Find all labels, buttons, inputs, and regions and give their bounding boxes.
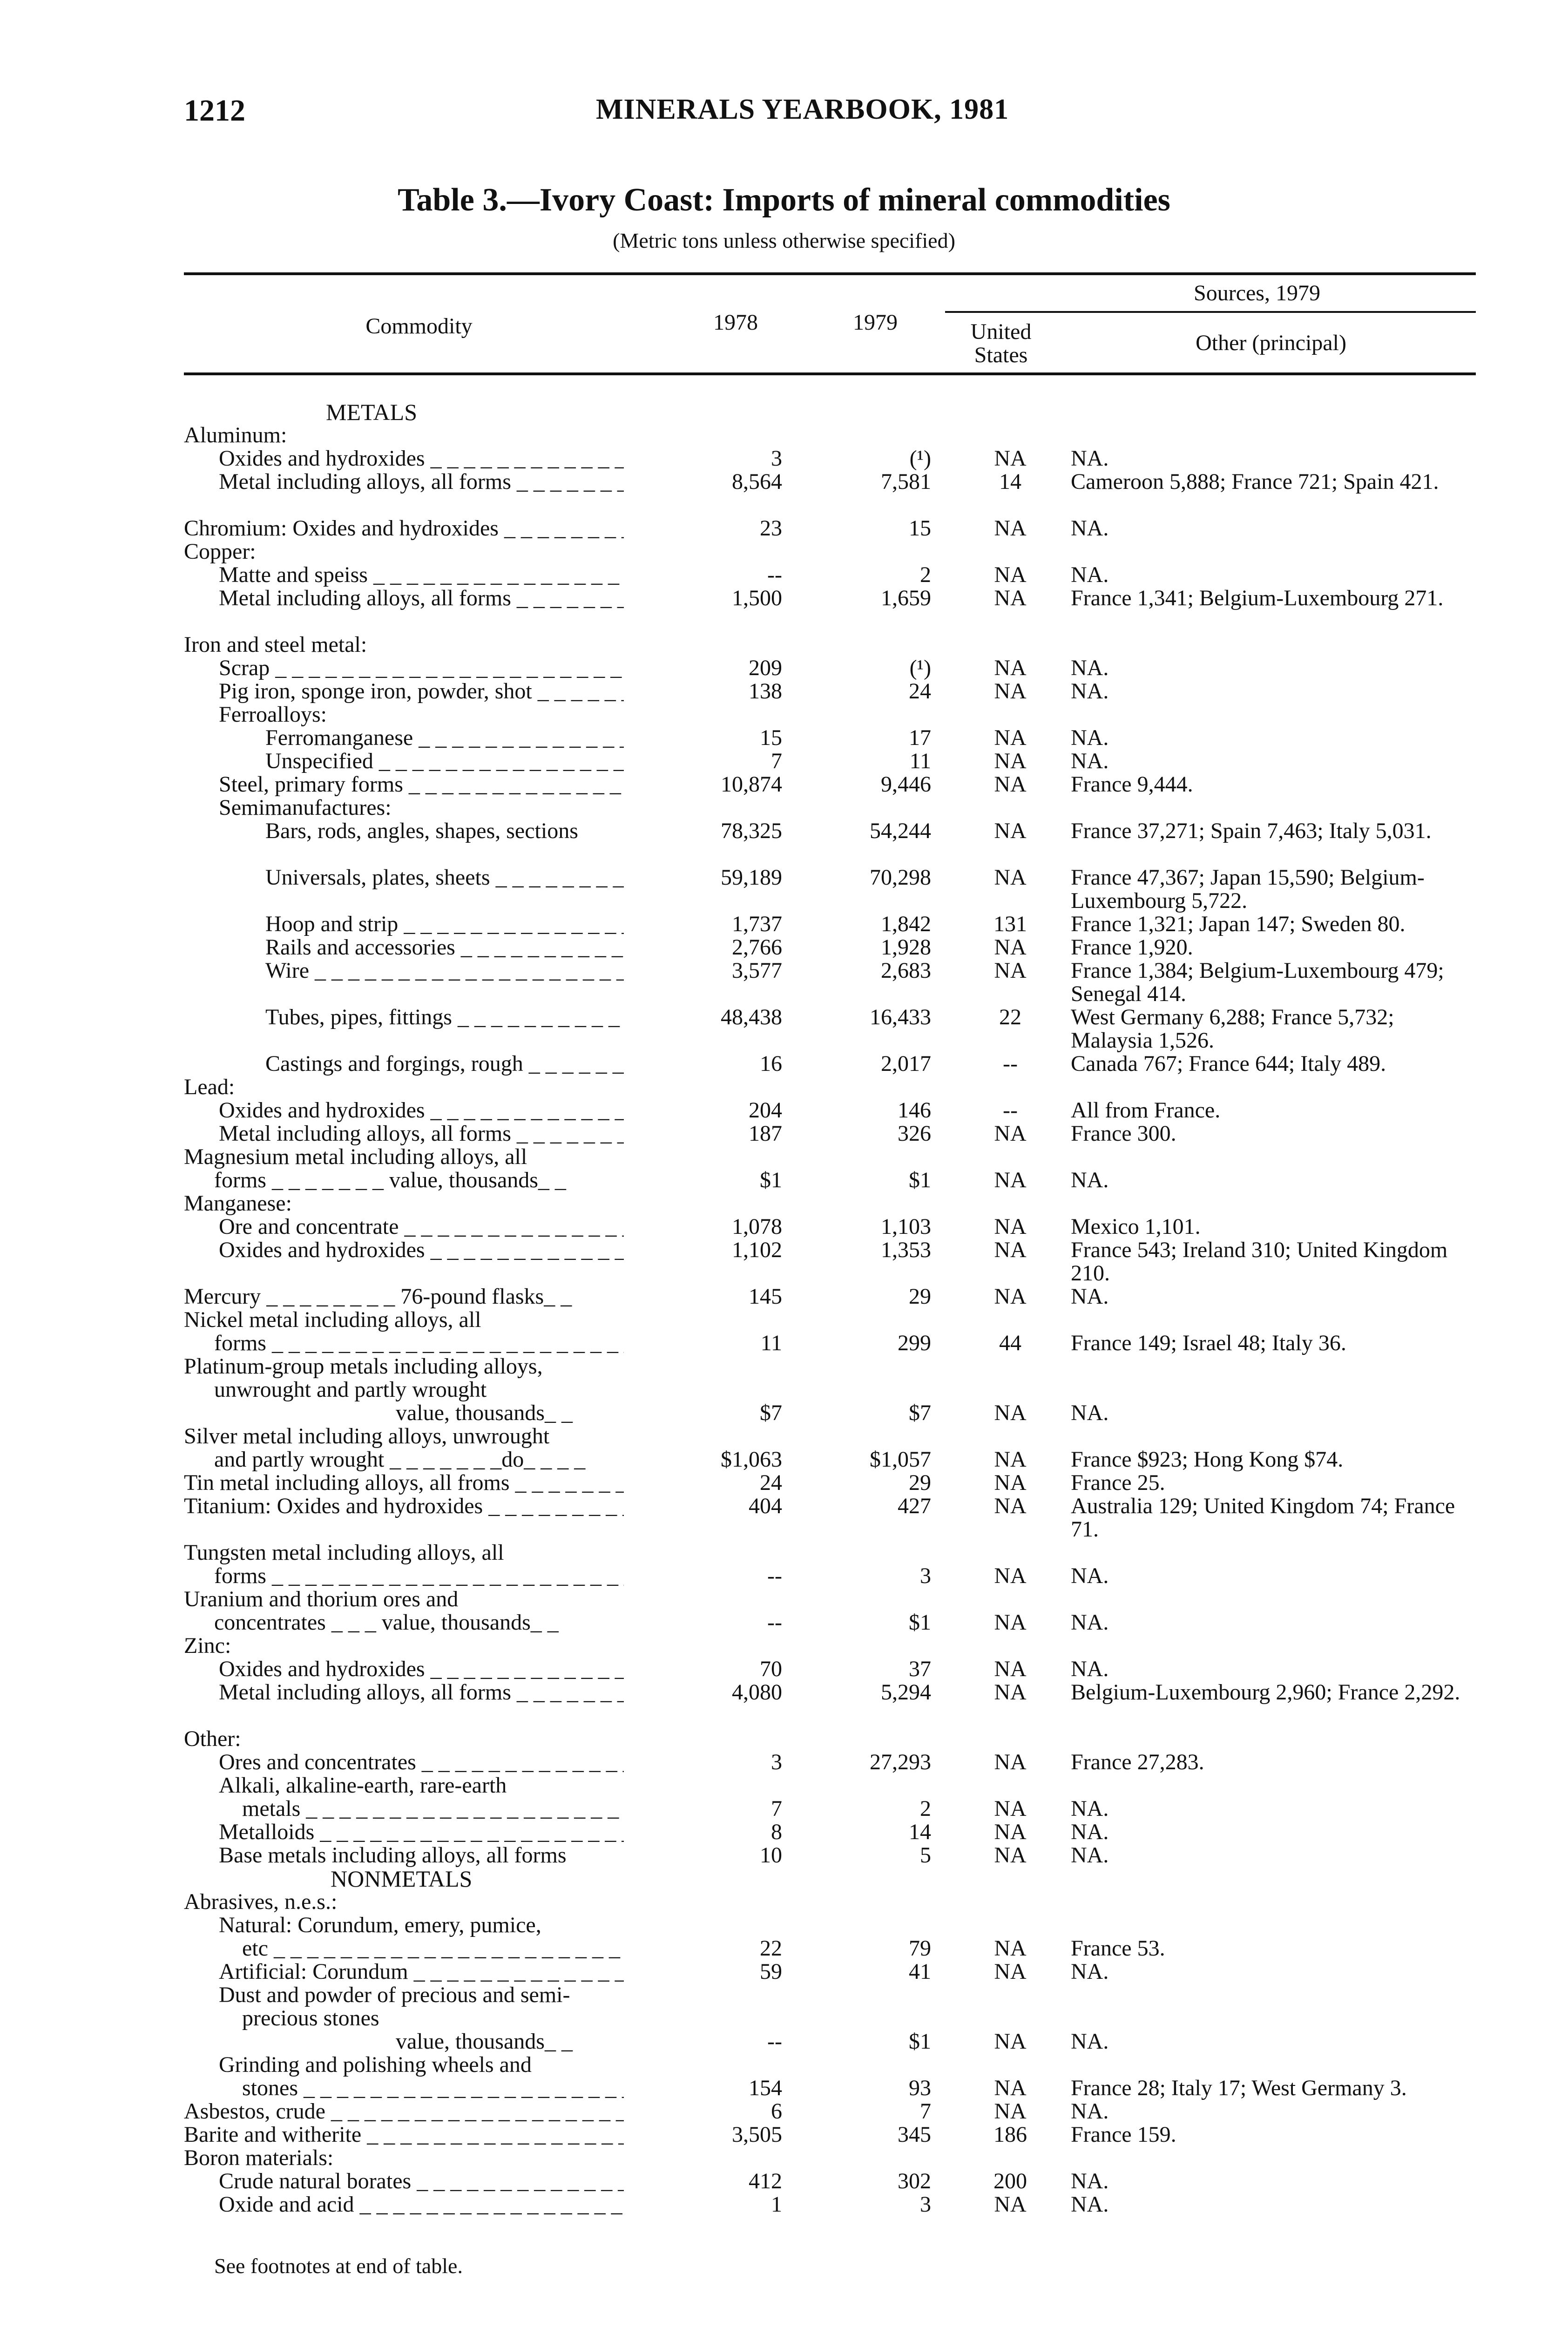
commodity-name: forms _ _ _ _ _ _ _ value, thousands_ _ [214, 1168, 566, 1192]
commodity-name: Bars, rods, angles, shapes, sections [265, 819, 578, 843]
value-1978: 23 [760, 516, 782, 541]
value-united-states: 14 [999, 469, 1021, 494]
value-1979: $1 [909, 1610, 931, 1635]
value-1978: 15 [760, 725, 782, 750]
value-1978: 16 [760, 1051, 782, 1076]
value-other-sources: NA. [1071, 656, 1109, 680]
value-other-sources: NA. [1071, 1401, 1109, 1425]
value-united-states: NA [994, 1610, 1027, 1635]
value-1978: 1,737 [732, 912, 782, 936]
value-united-states: NA [994, 1121, 1027, 1146]
value-1979: 5 [920, 1843, 931, 1868]
commodity-name: Tungsten metal including alloys, all [184, 1540, 504, 1565]
value-1978: 3 [771, 1750, 782, 1774]
value-united-states: NA [994, 679, 1027, 704]
section-heading: METALS [326, 399, 417, 425]
value-other-sources: NA. [1071, 516, 1109, 541]
value-1978: 145 [749, 1284, 782, 1309]
value-other-sources: NA. [1071, 2099, 1109, 2124]
value-other-sources: NA. [1071, 1657, 1109, 1681]
value-united-states: 44 [999, 1331, 1021, 1355]
value-1978: 22 [760, 1936, 782, 1961]
commodity-name: Metal including alloys, all forms _ _ _ [219, 587, 624, 610]
value-united-states: NA [994, 516, 1027, 541]
commodity-name: Uranium and thorium ores and [184, 1587, 459, 1611]
value-other-sources: France 27,283. [1071, 1750, 1204, 1774]
value-1979: 5,294 [881, 1680, 931, 1705]
value-united-states: NA [994, 2192, 1027, 2217]
commodity-name: Zinc: [184, 1633, 231, 1658]
value-1978: 1,078 [732, 1214, 782, 1239]
col-head-1978: 1978 [713, 310, 758, 335]
value-1979: (¹) [909, 446, 931, 471]
commodity-name: Chromium: Oxides and hydroxides _ _ _ [184, 517, 624, 540]
commodity-name: Magnesium metal including alloys, all [184, 1144, 527, 1169]
value-united-states: NA [994, 725, 1027, 750]
page-number: 1212 [184, 94, 245, 128]
value-other-sources: West Germany 6,288; France 5,732; Malaysia 1,526. [1071, 1005, 1394, 1053]
value-united-states: NA [994, 1284, 1027, 1309]
commodity-name: stones _ _ _ [242, 2077, 624, 2100]
value-1978: $7 [760, 1401, 782, 1425]
commodity-name: Metal including alloys, all forms _ _ _ [219, 1681, 624, 1704]
value-1979: 15 [909, 516, 931, 541]
value-1978: 8,564 [732, 469, 782, 494]
value-united-states: NA [994, 1494, 1027, 1518]
value-1978: 24 [760, 1470, 782, 1495]
value-other-sources: NA. [1071, 1820, 1109, 1844]
value-1978: 187 [749, 1121, 782, 1146]
commodity-name: Pig iron, sponge iron, powder, shot _ _ _ [219, 680, 624, 703]
value-other-sources: France 543; Ireland 310; United Kingdom 210. [1071, 1238, 1448, 1286]
commodity-name: Oxides and hydroxides _ _ _ [219, 447, 624, 470]
commodity-name: Tin metal including alloys, all froms _ _ _ [184, 1471, 624, 1495]
value-1979: 7 [920, 2099, 931, 2124]
value-1978: 70 [760, 1657, 782, 1681]
value-1978: 7 [771, 749, 782, 773]
value-other-sources: NA. [1071, 1610, 1109, 1635]
value-1979: 37 [909, 1657, 931, 1681]
commodity-name: Mercury _ _ _ _ _ _ _ _ 76-pound flasks_ _ [184, 1284, 572, 1309]
commodity-name: Ferroalloys: [219, 702, 327, 727]
value-1979: 9,446 [881, 772, 931, 797]
value-1978: 3,577 [732, 958, 782, 983]
value-united-states: NA [994, 2076, 1027, 2100]
commodity-name: Metalloids _ _ _ [219, 1820, 624, 1844]
commodity-name: metals _ _ _ [242, 1797, 624, 1820]
value-other-sources: France 1,341; Belgium-Luxembourg 271. [1071, 586, 1444, 610]
value-united-states: -- [1003, 1098, 1018, 1123]
value-1979: $1 [909, 2029, 931, 2054]
value-other-sources: France 9,444. [1071, 772, 1193, 797]
commodity-name: Metal including alloys, all forms _ _ _ [219, 1122, 624, 1145]
value-united-states: NA [994, 1563, 1027, 1588]
value-1978: 11 [760, 1331, 782, 1355]
value-other-sources: Australia 129; United Kingdom 74; France 71. [1071, 1494, 1455, 1542]
value-1979: 1,103 [881, 1214, 931, 1239]
value-united-states: NA [994, 1657, 1027, 1681]
commodity-name: Hoop and strip _ _ _ [265, 913, 624, 936]
value-1979: $1,057 [870, 1447, 931, 1472]
value-1978: 209 [749, 656, 782, 680]
commodity-name: Castings and forgings, rough _ _ _ [265, 1052, 624, 1076]
value-1978: 8 [771, 1820, 782, 1844]
value-1979: 345 [898, 2122, 931, 2147]
value-united-states: NA [994, 2099, 1027, 2124]
value-united-states: NA [994, 1168, 1027, 1192]
value-united-states: 22 [999, 1005, 1021, 1029]
value-other-sources: Cameroon 5,888; France 721; Spain 421. [1071, 469, 1439, 494]
value-united-states: NA [994, 1447, 1027, 1472]
value-1978: $1,063 [721, 1447, 782, 1472]
commodity-name: Wire _ _ _ [265, 959, 624, 982]
value-other-sources: Mexico 1,101. [1071, 1214, 1201, 1239]
commodity-name: concentrates _ _ _ value, thousands_ _ [214, 1610, 559, 1635]
commodity-name: unwrought and partly wrought [214, 1377, 487, 1402]
commodity-name: Steel, primary forms _ _ _ [219, 773, 624, 796]
value-united-states: NA [994, 1936, 1027, 1961]
commodity-name: Natural: Corundum, emery, pumice, [219, 1913, 541, 1937]
value-other-sources: France $923; Hong Kong $74. [1071, 1447, 1344, 1472]
running-header: MINERALS YEARBOOK, 1981 [596, 94, 1009, 125]
value-united-states: NA [994, 958, 1027, 983]
value-1979: $1 [909, 1168, 931, 1192]
commodity-name: Matte and speiss _ _ _ [219, 563, 624, 587]
footnote: See footnotes at end of table. [214, 2254, 463, 2278]
value-other-sources: Belgium-Luxembourg 2,960; France 2,292. [1071, 1680, 1460, 1705]
value-1979: 11 [909, 749, 931, 773]
value-united-states: 131 [994, 912, 1027, 936]
commodity-name: forms _ _ _ [214, 1564, 624, 1588]
value-1978: 1,102 [732, 1238, 782, 1262]
value-united-states: NA [994, 1959, 1027, 1984]
value-1978: 6 [771, 2099, 782, 2124]
value-1979: 29 [909, 1470, 931, 1495]
value-united-states: NA [994, 935, 1027, 960]
value-1978: 1 [771, 2192, 782, 2217]
commodity-name: Copper: [184, 539, 256, 564]
value-1979: 27,293 [870, 1750, 931, 1774]
value-1979: 1,928 [881, 935, 931, 960]
value-1978: 78,325 [721, 819, 782, 843]
value-1979: 2,017 [881, 1051, 931, 1076]
value-other-sources: NA. [1071, 1563, 1109, 1588]
value-1978: 4,080 [732, 1680, 782, 1705]
value-1978: 10 [760, 1843, 782, 1868]
table-title: Table 3.—Ivory Coast: Imports of mineral commodities [398, 182, 1170, 218]
commodity-name: Scrap _ _ _ [219, 656, 624, 680]
value-1979: 2 [920, 1796, 931, 1821]
value-united-states: NA [994, 2029, 1027, 2054]
value-other-sources: All from France. [1071, 1098, 1221, 1123]
value-1979: 17 [909, 725, 931, 750]
commodity-name: Abrasives, n.e.s.: [184, 1889, 338, 1914]
commodity-name: Ore and concentrate _ _ _ [219, 1215, 624, 1238]
col-head-other: Other (principal) [1196, 331, 1346, 355]
value-1978: 48,438 [721, 1005, 782, 1029]
commodity-name: Silver metal including alloys, unwrought [184, 1424, 550, 1448]
value-1978: 3 [771, 446, 782, 471]
value-1978: 7 [771, 1796, 782, 1821]
col-head-1979: 1979 [853, 310, 898, 335]
commodity-name: Dust and powder of precious and semi- [219, 1983, 570, 2007]
value-1979: 79 [909, 1936, 931, 1961]
value-other-sources: NA. [1071, 749, 1109, 773]
value-other-sources: NA. [1071, 2029, 1109, 2054]
value-1978: 204 [749, 1098, 782, 1123]
value-1978: 2,766 [732, 935, 782, 960]
section-heading: NONMETALS [331, 1866, 473, 1892]
value-1979: 41 [909, 1959, 931, 1984]
commodity-name: Barite and witherite _ _ _ [184, 2123, 624, 2146]
value-1979: 326 [898, 1121, 931, 1146]
value-other-sources: France 300. [1071, 1121, 1176, 1146]
value-other-sources: NA. [1071, 2169, 1109, 2193]
value-1978: -- [767, 1563, 782, 1588]
commodity-name: Oxides and hydroxides _ _ _ [219, 1238, 624, 1262]
value-1978: 3,505 [732, 2122, 782, 2147]
commodity-name: forms _ _ _ [214, 1332, 624, 1355]
commodity-name: Unspecified _ _ _ [265, 750, 624, 773]
value-united-states: NA [994, 1820, 1027, 1844]
value-1978: -- [767, 2029, 782, 2054]
commodity-name: Titanium: Oxides and hydroxides _ _ _ [184, 1495, 624, 1518]
value-1979: 14 [909, 1820, 931, 1844]
value-united-states: NA [994, 1238, 1027, 1262]
value-united-states: 186 [994, 2122, 1027, 2147]
value-united-states: NA [994, 1750, 1027, 1774]
commodity-name: Universals, plates, sheets _ _ _ [265, 866, 624, 889]
commodity-name: Grinding and polishing wheels and [219, 2052, 532, 2077]
commodity-name: Nickel metal including alloys, all [184, 1307, 481, 1332]
value-1979: 3 [920, 1563, 931, 1588]
commodity-name: Oxides and hydroxides _ _ _ [219, 1099, 624, 1122]
commodity-name: Crude natural borates _ _ _ [219, 2170, 624, 2193]
commodity-name: Oxide and acid _ _ _ [219, 2193, 624, 2216]
value-united-states: NA [994, 446, 1027, 471]
commodity-name: Aluminum: [184, 423, 287, 447]
value-united-states: NA [994, 1401, 1027, 1425]
value-1979: 54,244 [870, 819, 931, 843]
value-other-sources: NA. [1071, 562, 1109, 587]
value-1978: 59 [760, 1959, 782, 1984]
value-other-sources: France 53. [1071, 1936, 1165, 1961]
value-1979: 2,683 [881, 958, 931, 983]
commodity-name: Tubes, pipes, fittings _ _ _ [265, 1006, 624, 1029]
commodity-name: Base metals including alloys, all forms [219, 1843, 567, 1868]
col-head-sources: Sources, 1979 [1194, 281, 1320, 305]
value-1978: 10,874 [721, 772, 782, 797]
value-1979: 1,659 [881, 586, 931, 610]
value-other-sources: France 25. [1071, 1470, 1165, 1495]
value-other-sources: France 1,384; Belgium-Luxembourg 479; Senegal 414. [1071, 958, 1444, 1006]
value-1979: 7,581 [881, 469, 931, 494]
value-other-sources: France 47,367; Japan 15,590; Belgium-Luxembourg 5,722. [1071, 865, 1425, 913]
value-united-states: NA [994, 1214, 1027, 1239]
commodity-name: precious stones [242, 2006, 379, 2030]
value-1979: 299 [898, 1331, 931, 1355]
commodity-name: value, thousands_ _ [396, 2029, 573, 2054]
value-united-states: 200 [994, 2169, 1027, 2193]
value-1978: 404 [749, 1494, 782, 1518]
value-1979: 427 [898, 1494, 931, 1518]
commodity-name: Rails and accessories _ _ _ [265, 936, 624, 959]
value-1979: 2 [920, 562, 931, 587]
value-1979: 3 [920, 2192, 931, 2217]
value-1979: 16,433 [870, 1005, 931, 1029]
value-other-sources: Canada 767; France 644; Italy 489. [1071, 1051, 1386, 1076]
value-1979: $7 [909, 1401, 931, 1425]
commodity-name: Semimanufactures: [219, 795, 392, 820]
value-1979: 24 [909, 679, 931, 704]
value-other-sources: France 1,920. [1071, 935, 1193, 960]
value-1979: 29 [909, 1284, 931, 1309]
value-1978: 1,500 [732, 586, 782, 610]
value-united-states: NA [994, 562, 1027, 587]
col-head-commodity: Commodity [365, 314, 473, 338]
value-other-sources: NA. [1071, 1959, 1109, 1984]
commodity-name: and partly wrought _ _ _ _ _ _ _do_ _ _ _ [214, 1447, 586, 1472]
value-united-states: NA [994, 656, 1027, 680]
commodity-name: Ferromanganese _ _ _ [265, 726, 624, 750]
commodity-name: Iron and steel metal: [184, 632, 367, 657]
value-united-states: NA [994, 1843, 1027, 1868]
value-other-sources: NA. [1071, 679, 1109, 704]
value-1979: 70,298 [870, 865, 931, 890]
commodity-name: Ores and concentrates _ _ _ [219, 1751, 624, 1774]
commodity-name: Platinum-group metals including alloys, [184, 1354, 543, 1379]
value-1979: 302 [898, 2169, 931, 2193]
value-other-sources: France 37,271; Spain 7,463; Italy 5,031. [1071, 819, 1432, 843]
value-united-states: NA [994, 865, 1027, 890]
value-united-states: NA [994, 749, 1027, 773]
value-1979: (¹) [909, 656, 931, 680]
value-1979: 93 [909, 2076, 931, 2100]
value-other-sources: NA. [1071, 725, 1109, 750]
value-other-sources: NA. [1071, 1168, 1109, 1192]
commodity-name: Manganese: [184, 1191, 292, 1216]
value-united-states: NA [994, 1470, 1027, 1495]
value-other-sources: France 159. [1071, 2122, 1176, 2147]
value-united-states: NA [994, 586, 1027, 610]
value-united-states: NA [994, 772, 1027, 797]
commodity-name: Boron materials: [184, 2145, 334, 2170]
commodity-name: Alkali, alkaline-earth, rare-earth [219, 1773, 507, 1798]
value-other-sources: NA. [1071, 1284, 1109, 1309]
col-head-united-states: United States [970, 319, 1032, 367]
commodity-name: etc _ _ _ [242, 1937, 624, 1960]
value-1978: 154 [749, 2076, 782, 2100]
value-other-sources: France 1,321; Japan 147; Sweden 80. [1071, 912, 1406, 936]
commodity-name: Lead: [184, 1075, 235, 1099]
value-1979: 1,353 [881, 1238, 931, 1262]
commodity-name: Oxides and hydroxides _ _ _ [219, 1658, 624, 1681]
value-other-sources: NA. [1071, 1796, 1109, 1821]
value-other-sources: NA. [1071, 1843, 1109, 1868]
commodity-name: value, thousands_ _ [396, 1401, 573, 1425]
commodity-name: Artificial: Corundum _ _ _ [219, 1960, 624, 1983]
value-1978: 138 [749, 679, 782, 704]
value-united-states: NA [994, 819, 1027, 843]
value-united-states: -- [1003, 1051, 1018, 1076]
commodity-name: Metal including alloys, all forms _ _ _ [219, 470, 624, 494]
value-1978: $1 [760, 1168, 782, 1192]
value-other-sources: France 149; Israel 48; Italy 36. [1071, 1331, 1346, 1355]
value-other-sources: NA. [1071, 446, 1109, 471]
value-other-sources: NA. [1071, 2192, 1109, 2217]
value-1978: 412 [749, 2169, 782, 2193]
value-1979: 1,842 [881, 912, 931, 936]
value-1978: -- [767, 1610, 782, 1635]
value-united-states: NA [994, 1680, 1027, 1705]
value-united-states: NA [994, 1796, 1027, 1821]
value-1978: -- [767, 562, 782, 587]
value-1979: 146 [898, 1098, 931, 1123]
value-1978: 59,189 [721, 865, 782, 890]
commodity-name: Other: [184, 1726, 241, 1751]
value-other-sources: France 28; Italy 17; West Germany 3. [1071, 2076, 1407, 2100]
commodity-name: Asbestos, crude _ _ _ [184, 2100, 624, 2123]
table-subtitle: (Metric tons unless otherwise specified) [613, 229, 955, 252]
